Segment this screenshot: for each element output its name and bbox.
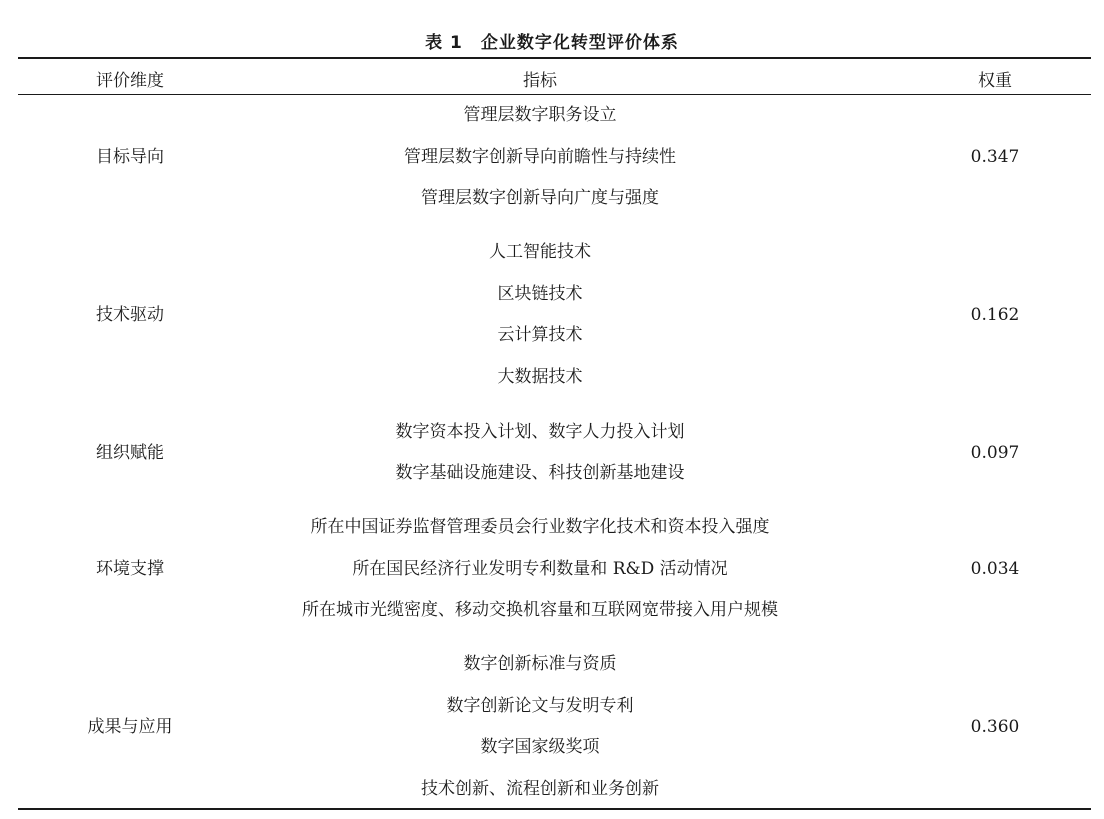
indicator-item: 数字基础设施建设、科技创新基地建设 [395, 463, 685, 483]
header-rule [18, 94, 1091, 95]
indicator-item: 区块链技术 [497, 284, 583, 304]
indicator-item: 数字创新论文与发明专利 [446, 696, 634, 716]
indicator-item: 技术创新、流程创新和业务创新 [421, 779, 659, 799]
indicator-item: 人工智能技术 [489, 242, 591, 262]
indicator-item: 数字国家级奖项 [480, 737, 600, 757]
indicator-item: 管理层数字创新导向前瞻性与持续性 [404, 147, 676, 167]
indicator-item: 所在中国证券监督管理委员会行业数字化技术和资本投入强度 [310, 517, 770, 537]
dimension-cell: 组织赋能 [96, 442, 164, 463]
indicator-item: 大数据技术 [497, 367, 583, 387]
indicator-item: 所在城市光缆密度、移动交换机容量和互联网宽带接入用户规模 [302, 600, 778, 620]
dimension-cell: 技术驱动 [96, 304, 164, 325]
weight-cell: 0.347 [970, 146, 1020, 167]
weight-cell: 0.162 [970, 304, 1020, 325]
indicator-item: 管理层数字职务设立 [463, 105, 617, 125]
header-weight: 权重 [978, 71, 1012, 91]
indicator-item: 所在国民经济行业发明专利数量和 R&D 活动情况 [352, 559, 728, 579]
weight-cell: 0.034 [970, 558, 1020, 579]
table-caption [0, 28, 1104, 53]
dimension-cell: 成果与应用 [87, 716, 173, 737]
indicator-item: 数字创新标准与资质 [463, 654, 617, 674]
weight-cell: 0.097 [970, 442, 1020, 463]
indicator-item: 数字资本投入计划、数字人力投入计划 [395, 422, 685, 442]
header-dimension: 评价维度 [96, 71, 164, 91]
indicator-item: 云计算技术 [497, 325, 583, 345]
dimension-cell: 目标导向 [96, 146, 164, 167]
header-indicator: 指标 [523, 71, 557, 91]
table-number: 表 1 [425, 33, 463, 53]
table-title: 企业数字化转型评价体系 [480, 33, 679, 53]
dimension-cell: 环境支撑 [96, 558, 164, 579]
bottom-rule [18, 808, 1091, 810]
indicator-item: 管理层数字创新导向广度与强度 [421, 188, 659, 208]
top-rule [18, 57, 1091, 59]
weight-cell: 0.360 [970, 716, 1020, 737]
